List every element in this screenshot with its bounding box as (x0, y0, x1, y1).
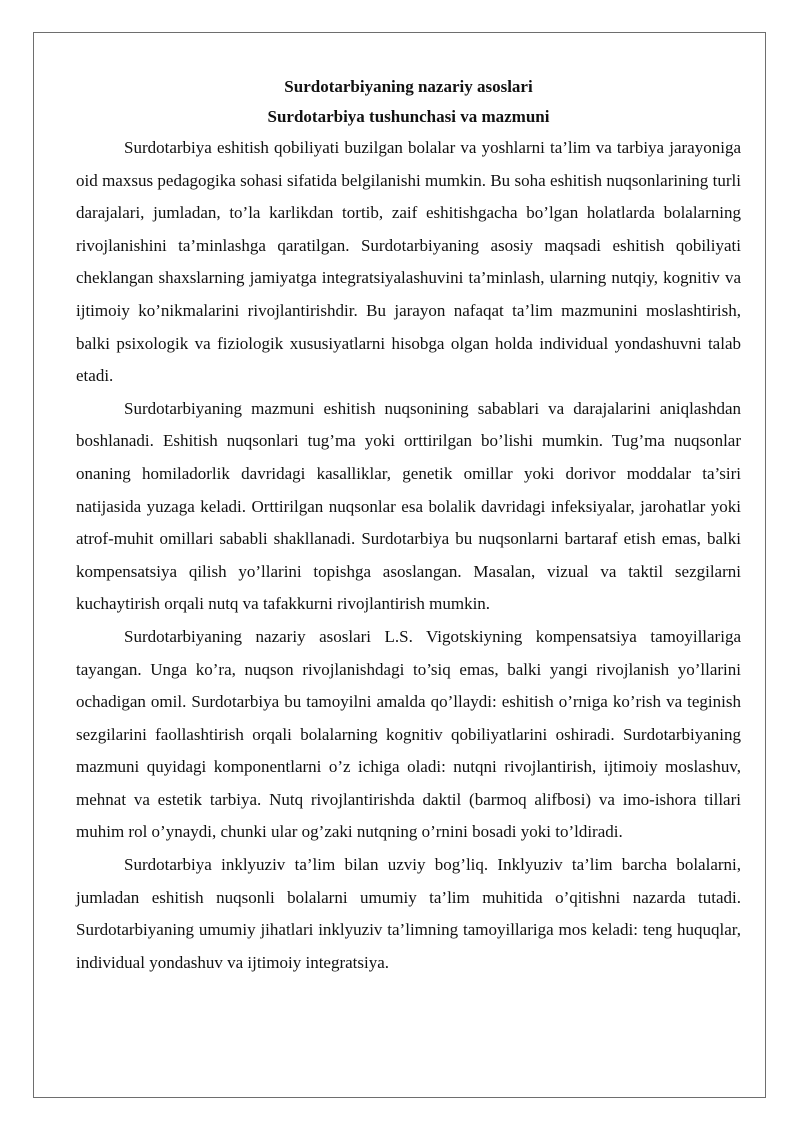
document-subtitle: Surdotarbiya tushunchasi va mazmuni (267, 107, 550, 126)
paragraph-4: Surdotarbiya inklyuziv ta’lim bilan uzviy bog’liq. Inklyuziv ta’lim barcha bolalarni, jumladan eshitish nuqsonli bolalarni umumiy ta’lim muhitida o’qitishni nazarda tutadi. Surdotarbiyaning umumiy jihatlari inklyuziv ta’limning tamoyillariga mos keladi: teng huquqlar, individual yondashuv va ijtimoiy integratsiya. (76, 855, 741, 972)
paragraph-2: Surdotarbiyaning mazmuni eshitish nuqsonining sabablari va darajalarini aniqlashdan boshlanadi. Eshitish nuqsonlari tug’ma yoki orttirilgan bo’lishi mumkin. Tug’ma nuqsonlar onaning homiladorlik davridagi kasalliklar, genetik omillar yoki dorivor moddalar ta’siri natijasida yuzaga keladi. Orttirilgan nuqsonlar esa bolalik davridagi infeksiyalar, jarohatlar yoki atrof-muhit omillari sababli shakllanadi. Surdotarbiya bu nuqsonlarni bartaraf etish emas, balki kompensatsiya qilish yo’llarini topishga asoslangan. Masalan, vizual va taktil sezgilarni kuchaytirish orqali nutq va tafakkurni rivojlantirish mumkin. (76, 398, 741, 614)
document-title: Surdotarbiyaning nazariy asoslari (284, 77, 533, 96)
paragraph-1: Surdotarbiya eshitish qobiliyati buzilgan bolalar va yoshlarni ta’lim va tarbiya jarayoniga oid maxsus pedagogika sohasi sifatida belgilanishi mumkin. Bu soha eshitish nuqsonlarining turli darajalari, jumladan, to’la karlikdan tortib, zaif eshitishgacha bo’lgan holatlarda bolalarning rivojlanishini ta’minlashga qaratilgan. Surdotarbiyaning asosiy maqsadi eshitish qobiliyati cheklangan shaxslarning jamiyatga integratsiyalashuvini ta’minlash, ularning nutqiy, kognitiv va ijtimoiy ko’nikmalarini rivojlantirishdir. Bu jarayon nafaqat ta’lim mazmunini moslashtirish, balki psixologik va fiziologik xususiyatlarni hisobga olgan holda individual yondashuvni talab etadi. (76, 138, 741, 386)
document-body (76, 72, 741, 979)
paragraph-3: Surdotarbiyaning nazariy asoslari L.S. Vigotskiyning kompensatsiya tamoyillariga tayangan. Unga ko’ra, nuqson rivojlanishdagi to’siq emas, balki yangi rivojlanish yo’llarini ochadigan omil. Surdotarbiya bu tamoyilni amalda qo’llaydi: eshitish o’rniga ko’rish va teginish sezgilarini faollashtirish orqali bolalarning kognitiv qobiliyatlarini oshiradi. Surdotarbiyaning mazmuni quyidagi komponentlarni o’z ichiga oladi: nutqni rivojlantirish, ijtimoiy moslashuv, mehnat va estetik tarbiya. Nutq rivojlantirishda daktil (barmoq alifbosi) va imo-ishora tillari muhim rol o’ynaydi, chunki ular og’zaki nutqning o’rnini bosadi yoki to’ldiradi. (76, 626, 741, 842)
